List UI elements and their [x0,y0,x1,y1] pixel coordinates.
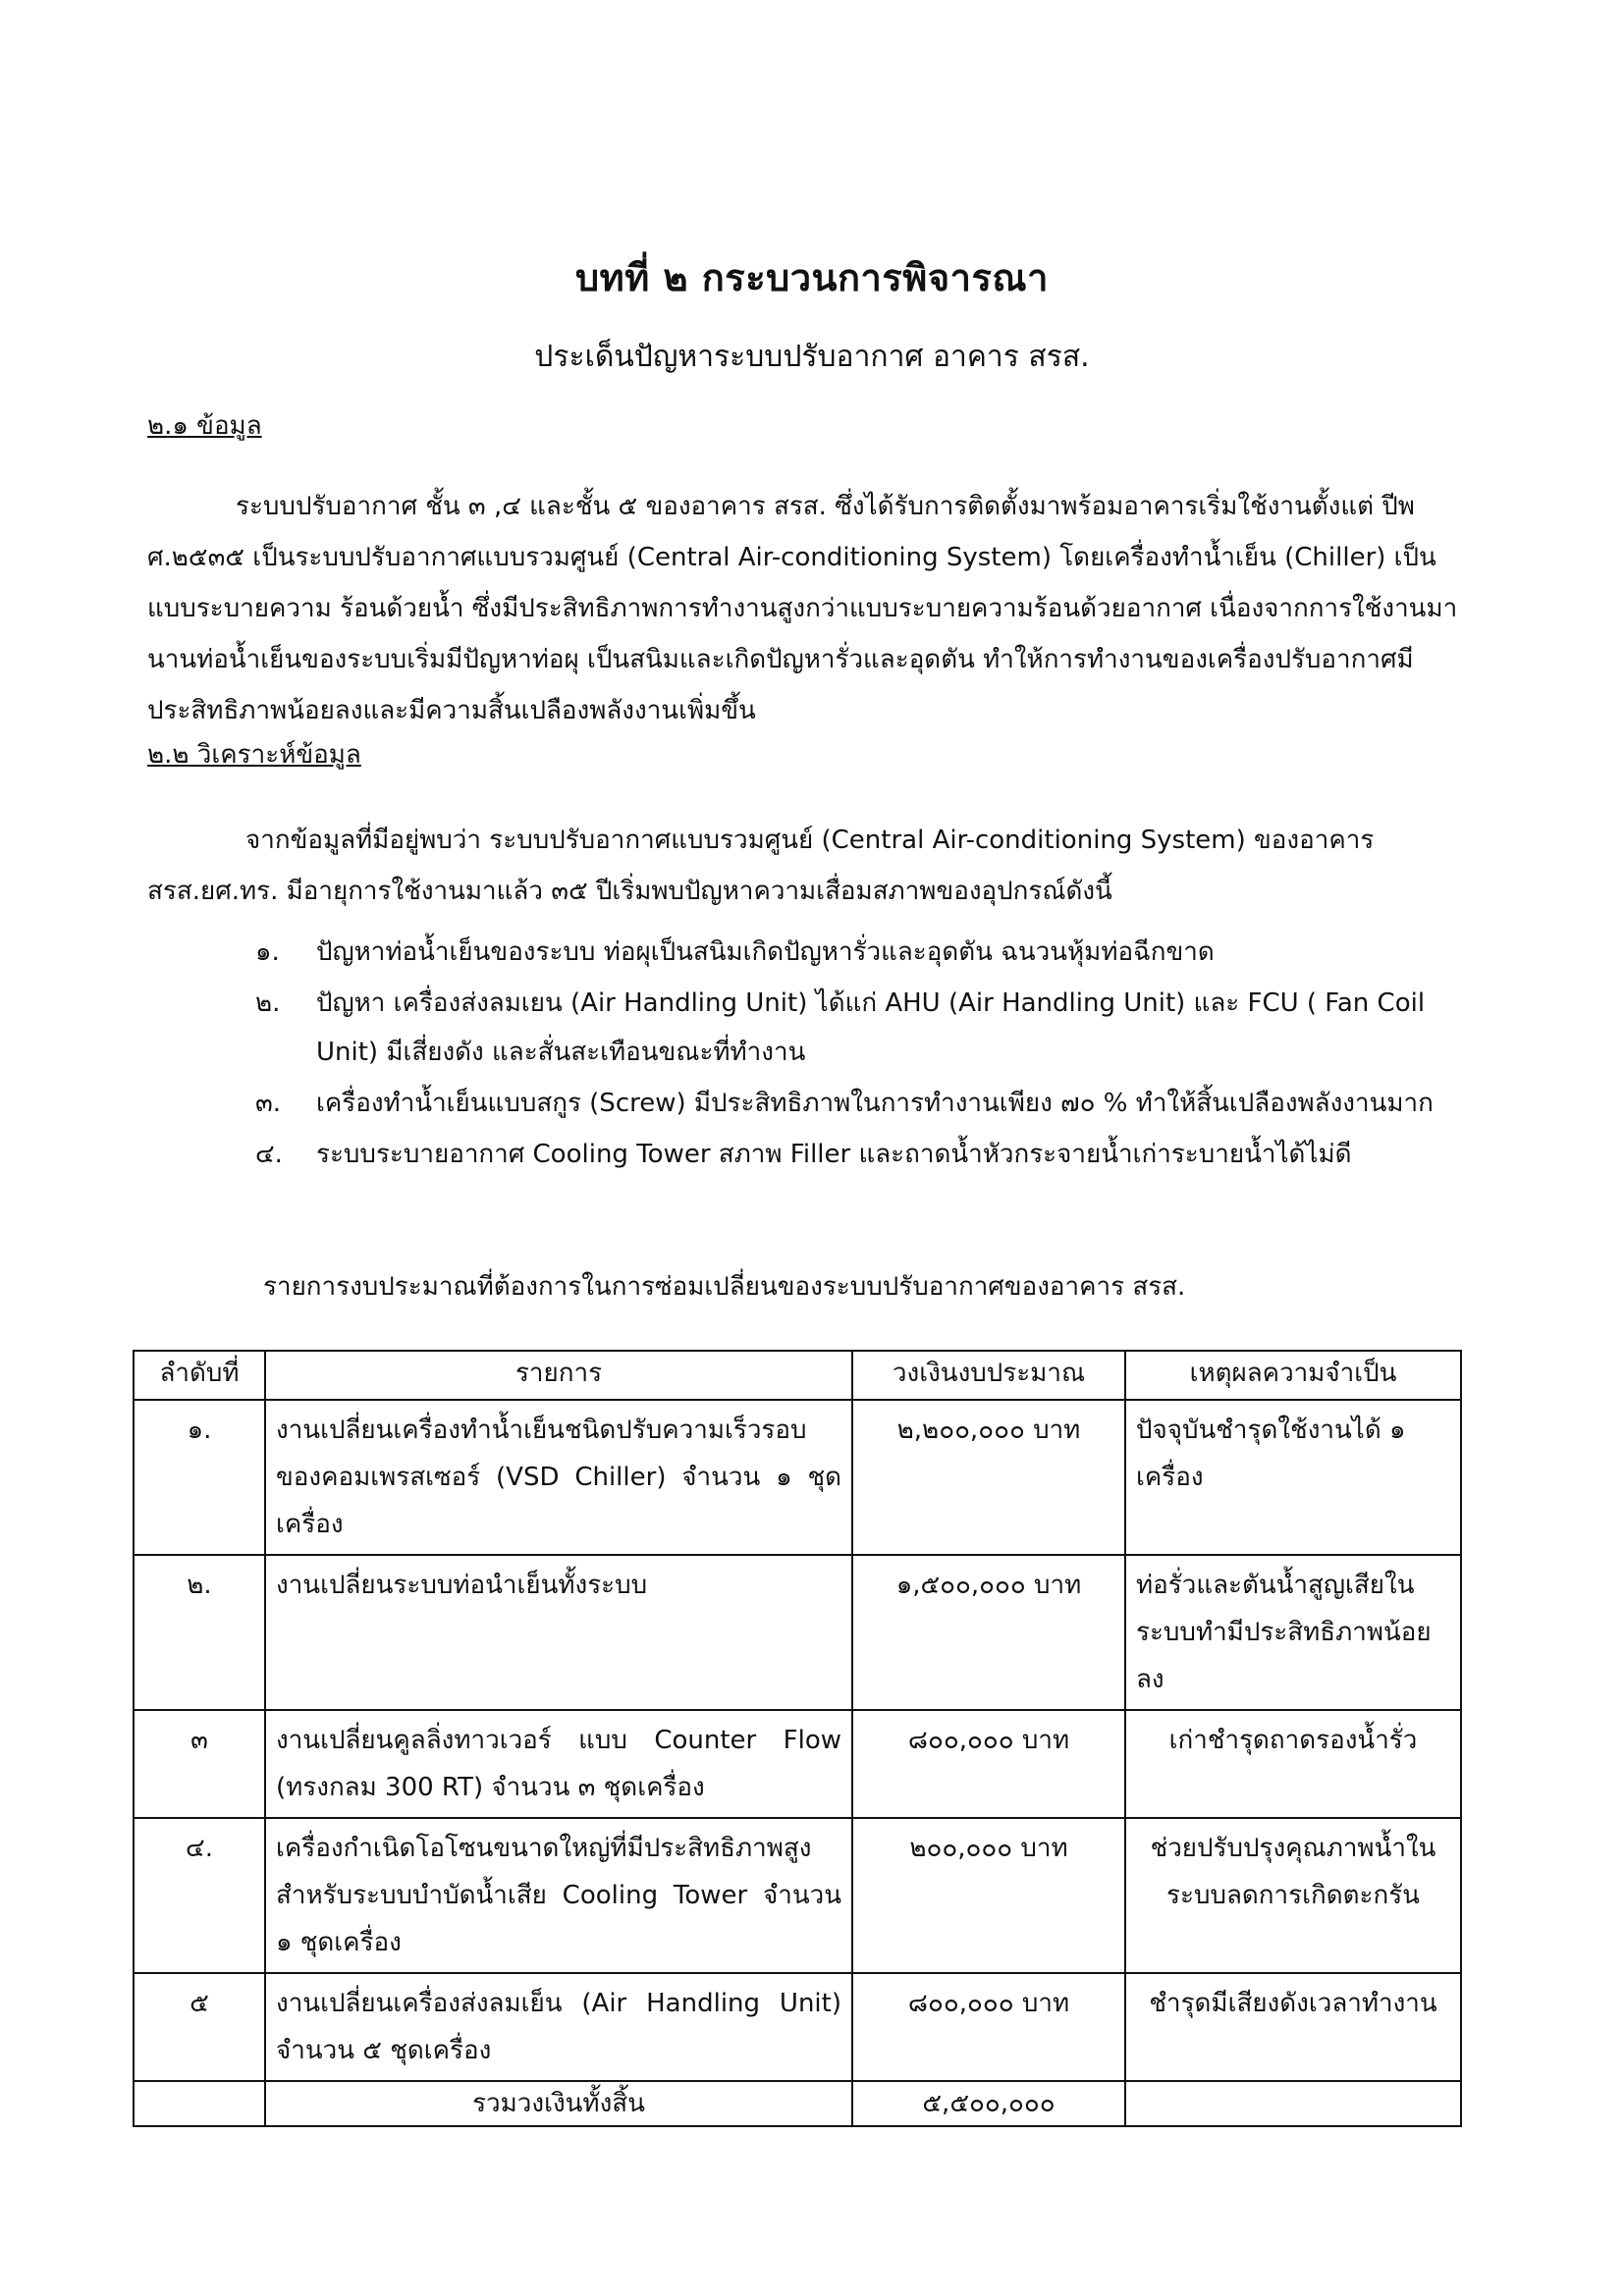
row-number: ๔. [134,1818,265,1973]
page-subtitle: ประเด็นปัญหาระบบปรับอากาศ อาคาร สรส. [534,340,1090,374]
section-body-data: ระบบปรับอากาศ ชั้น ๓ ,๔ และชั้น ๕ ของอาคาร สรส. ซึ่งได้รับการติดตั้งมาพร้อมอาคารเริ่มใช้งานตั้งแต่ ปีพ ศ.๒๕๓๕ เป็นระบบปรับอากาศแบบรวมศูนย์ (Central Air-conditioning System) โดยเครื่องทำน้ำเย็น (Chiller) เป็นแบบระบายความ ร้อนด้วยน้ำ ซึ่งมีประสิทธิภาพการทำงานสูงกว่าแบบระบายความร้อนด้วยอากาศ เนื่องจากการใช้งานมานานท่อน้ำเย็นของระบบเริ่มมีปัญหาท่อผุ เป็นสนิมและเกิดปัญหารั่วและอุดตัน ทำให้การทำงานของเครื่องปรับอากาศมีประสิทธิภาพน้อยลงและมีความสิ้นเปลืองพลังงานเพิ่มขึ้น [147,492,1458,725]
section-heading-data: ๒.๑ ข้อมูล [147,411,262,441]
row-amount: ๘๐๐,๐๐๐ บาท [852,1710,1125,1818]
header-no: ลำดับที่ [134,1351,265,1400]
row-number: ๓ [134,1710,265,1818]
issue-list [255,928,1483,1181]
header-item: รายการ [265,1351,852,1400]
row-item: งานเปลี่ยนเครื่องส่งลมเย็น (Air Handling Unit) จำนวน ๕ ชุดเครื่อง [265,1973,852,2081]
list-item [255,1130,1483,1179]
table-row [134,1710,1461,1818]
row-number: ๑. [134,1400,265,1555]
list-item-text: ระบบระบายอากาศ Cooling Tower สภาพ Filler และถาดน้ำหัวกระจายน้ำเก่าระบายน้ำได้ไม่ดี [316,1140,1352,1169]
list-item-number: ๒. [255,988,281,1018]
total-amount: ๕,๕๐๐,๐๐๐ [852,2081,1125,2126]
list-item-number: ๓. [255,1089,282,1118]
table-row [134,1973,1461,2081]
row-reason: ปัจจุบันชำรุดใช้งานได้ ๑ เครื่อง [1125,1400,1461,1555]
section-heading-analysis: ๒.๒ วิเคราะห์ข้อมูล [147,740,361,770]
list-item-text: เครื่องทำน้ำเย็นแบบสกูร (Screw) มีประสิทธิภาพในการทำงานเพียง ๗๐ % ทำให้สิ้นเปลืองพลังงานมาก [316,1089,1434,1118]
table-header-row [134,1351,1461,1400]
table-total-row [134,2081,1461,2126]
budget-table [133,1350,1462,2127]
row-number: ๕ [134,1973,265,2081]
row-amount: ๒๐๐,๐๐๐ บาท [852,1818,1125,1973]
row-number: ๒. [134,1555,265,1710]
row-amount: ๒,๒๐๐,๐๐๐ บาท [852,1400,1125,1555]
row-item: เครื่องกำเนิดโอโซนขนาดใหญ่ที่มีประสิทธิภาพสูงสำหรับระบบบำบัดน้ำเสีย Cooling Tower จำนวน ๑ ชุดเครื่อง [265,1818,852,1973]
list-item [255,928,1483,977]
list-item [255,1079,1483,1128]
row-item: งานเปลี่ยนเครื่องทำน้ำเย็นชนิดปรับความเร็วรอบของคอมเพรสเซอร์ (VSD Chiller) จำนวน ๑ ชุดเครื่อง [265,1400,852,1555]
list-item [255,979,1483,1077]
list-item-number: ๑. [255,937,280,967]
list-item-text: ปัญหาท่อน้ำเย็นของระบบ ท่อผุเป็นสนิมเกิดปัญหารั่วและอุดตัน ฉนวนหุ้มท่อฉีกขาด [316,937,1215,967]
row-item: งานเปลี่ยนคูลลิ่งทาวเวอร์ แบบ Counter Flow (ทรงกลม 300 RT) จำนวน ๓ ชุดเครื่อง [265,1710,852,1818]
header-amount: วงเงินงบประมาณ [852,1351,1125,1400]
section-body-analysis: จากข้อมูลที่มีอยู่พบว่า ระบบปรับอากาศแบบรวมศูนย์ (Central Air-conditioning System) ของอาคาร สรส.ยศ.ทร. มีอายุการใช้งานมาแล้ว ๓๕ ปีเริ่มพบปัญหาความเสื่อมสภาพของอุปกรณ์ดังนี้ [147,826,1375,906]
row-item: งานเปลี่ยนระบบท่อนำเย็นทั้งระบบ [265,1555,852,1710]
row-amount: ๘๐๐,๐๐๐ บาท [852,1973,1125,2081]
budget-intro: รายการงบประมาณที่ต้องการในการซ่อมเปลี่ยนของระบบปรับอากาศของอาคาร สรส. [263,1272,1186,1302]
list-item-text: ปัญหา เครื่องส่งลมเยน (Air Handling Unit) ได้แก่ AHU (Air Handling Unit) และ FCU ( Fan Coil Unit) มีเสี่ยงดัง และสั่นสะเทือนขณะที่ทำงาน [316,988,1426,1067]
table-row [134,1400,1461,1555]
row-reason: เก่าชำรุดถาดรองน้ำรั่ว [1125,1710,1461,1818]
row-reason: ชำรุดมีเสียงดังเวลาทำงาน [1125,1973,1461,2081]
total-empty-cell [134,2081,265,2126]
list-item-number: ๔. [255,1140,283,1169]
page-title: บทที่ ๒ กระบวนการพิจารณา [575,256,1049,299]
header-reason: เหตุผลความจำเป็น [1125,1351,1461,1400]
row-amount: ๑,๕๐๐,๐๐๐ บาท [852,1555,1125,1710]
row-reason: ท่อรั่วและตันน้ำสูญเสียในระบบทำมีประสิทธิภาพน้อยลง [1125,1555,1461,1710]
table-row [134,1555,1461,1710]
total-label: รวมวงเงินทั้งสิ้น [265,2081,852,2126]
row-reason: ช่วยปรับปรุงคุณภาพน้ำในระบบลดการเกิดตะกรัน [1125,1818,1461,1973]
total-empty-cell [1125,2081,1461,2126]
table-row [134,1818,1461,1973]
